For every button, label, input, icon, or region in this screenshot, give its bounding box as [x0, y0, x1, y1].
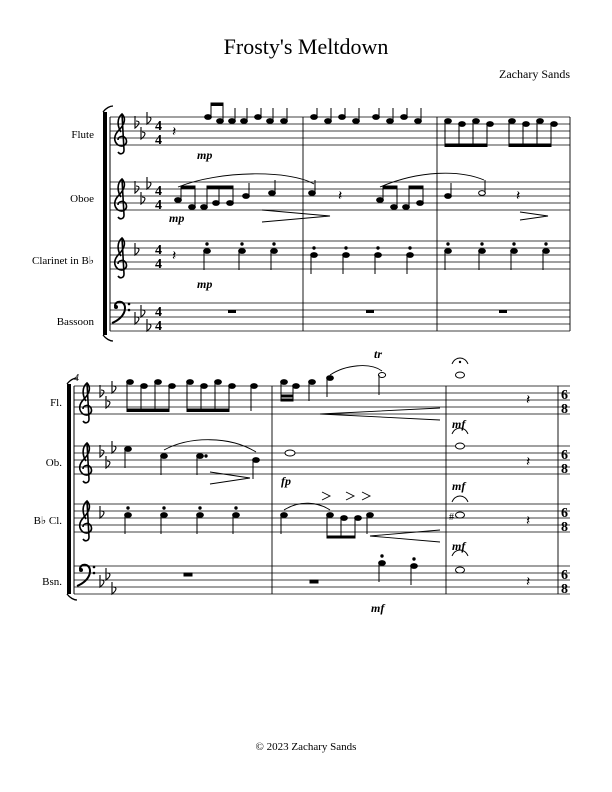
flute-notes-m2 — [311, 108, 422, 123]
svg-text:4: 4 — [155, 133, 162, 148]
svg-text:8: 8 — [561, 582, 568, 597]
svg-text:4: 4 — [155, 243, 162, 258]
fermata-dot — [459, 361, 461, 363]
treble-clef-icon — [80, 443, 92, 483]
key-signature-clarinet — [135, 243, 139, 255]
svg-text:8: 8 — [561, 520, 568, 535]
key-signature-flute — [135, 112, 151, 139]
dynamic-mf-clarinet: mf — [452, 539, 466, 553]
bass-clef-icon — [112, 302, 130, 323]
measure-number: 4 — [74, 373, 79, 384]
dynamic-mf-flute: mf — [452, 417, 466, 431]
svg-text:𝄽: 𝄽 — [338, 189, 343, 204]
time-signatures-system-1 — [155, 119, 162, 334]
key-signature-oboe — [135, 177, 151, 204]
staff-oboe-2 — [74, 446, 570, 474]
clarinet-ornaments-system-2 — [284, 492, 468, 542]
trill-mark: tr — [374, 347, 383, 361]
svg-text:𝄽: 𝄽 — [172, 125, 177, 140]
label-flute: Flute — [71, 129, 94, 141]
svg-text:4: 4 — [155, 184, 162, 199]
bass-clef-icon — [77, 565, 95, 586]
quarter-rest: 𝄽 — [526, 514, 531, 529]
label-clarinet: Clarinet in B♭ — [31, 255, 94, 267]
staff-bassoon-2 — [74, 566, 570, 594]
copyright-notice: © 2023 Zachary Sands — [255, 741, 357, 753]
flute-notes-m1 — [205, 103, 288, 123]
staff-flute-1 — [110, 117, 570, 145]
dynamic-mp-clarinet: mp — [197, 277, 213, 291]
system-2 — [34, 347, 570, 615]
quarter-rest: 𝄽 — [526, 393, 531, 408]
svg-text:𝄽: 𝄽 — [172, 249, 177, 264]
svg-text:4: 4 — [155, 257, 162, 272]
svg-text:8: 8 — [561, 462, 568, 477]
dynamic-mf-bassoon: mf — [371, 601, 385, 615]
page-title: Frosty's Meltdown — [223, 34, 389, 59]
dynamic-mf-oboe: mf — [452, 479, 466, 493]
treble-clef-icon — [80, 383, 92, 423]
treble-clef-icon — [115, 179, 127, 219]
treble-clef-icon — [115, 238, 127, 278]
key-signatures-system-2 — [100, 381, 116, 594]
dynamic-mp-flute: mp — [197, 148, 213, 162]
composer-name: Zachary Sands — [499, 67, 570, 81]
staff-bassoon-1 — [110, 303, 570, 331]
svg-text:6: 6 — [561, 506, 568, 521]
label-oboe: Oboe — [70, 193, 94, 205]
dynamic-fp-oboe: fp — [281, 474, 291, 488]
svg-text:6: 6 — [561, 448, 568, 463]
treble-clef-icon — [80, 501, 92, 541]
flute-notes-system-2 — [127, 372, 465, 412]
treble-clef-icon — [115, 114, 127, 154]
flute-notes-m3 — [445, 119, 558, 147]
sharp-accidental-icon: # — [449, 512, 454, 523]
svg-text:𝄽: 𝄽 — [516, 189, 521, 204]
svg-text:4: 4 — [155, 305, 162, 320]
whole-rests-bassoon-1 — [228, 310, 507, 313]
oboe-ornaments-system-2 — [164, 428, 468, 484]
label-flute-short: Fl. — [50, 397, 62, 409]
svg-text:6: 6 — [561, 568, 568, 583]
oboe-notes-system-1 — [175, 180, 486, 209]
oboe-notes-system-2 — [125, 443, 465, 479]
key-signature-bassoon — [135, 305, 151, 331]
staff-clarinet-2 — [74, 504, 570, 532]
label-bassoon: Bassoon — [56, 316, 94, 328]
label-bassoon-short: Bsn. — [42, 576, 62, 588]
bassoon-notes-system-2 — [184, 555, 465, 585]
label-oboe-short: Ob. — [45, 457, 62, 469]
label-clarinet-short: B♭ Cl. — [33, 515, 62, 527]
barlines-system-2 — [272, 386, 558, 594]
system-1 — [32, 103, 570, 341]
svg-text:4: 4 — [155, 319, 162, 334]
staff-clarinet-1 — [110, 241, 570, 269]
barlines-system-1 — [303, 117, 570, 331]
clarinet-notes-system-2 — [125, 507, 465, 538]
svg-text:4: 4 — [155, 119, 162, 134]
quarter-rest: 𝄽 — [526, 575, 531, 590]
svg-text:4: 4 — [155, 198, 162, 213]
svg-text:8: 8 — [561, 402, 568, 417]
svg-text:6: 6 — [561, 388, 568, 403]
quarter-rest: 𝄽 — [526, 455, 531, 470]
dynamic-mp-oboe: mp — [169, 211, 185, 225]
